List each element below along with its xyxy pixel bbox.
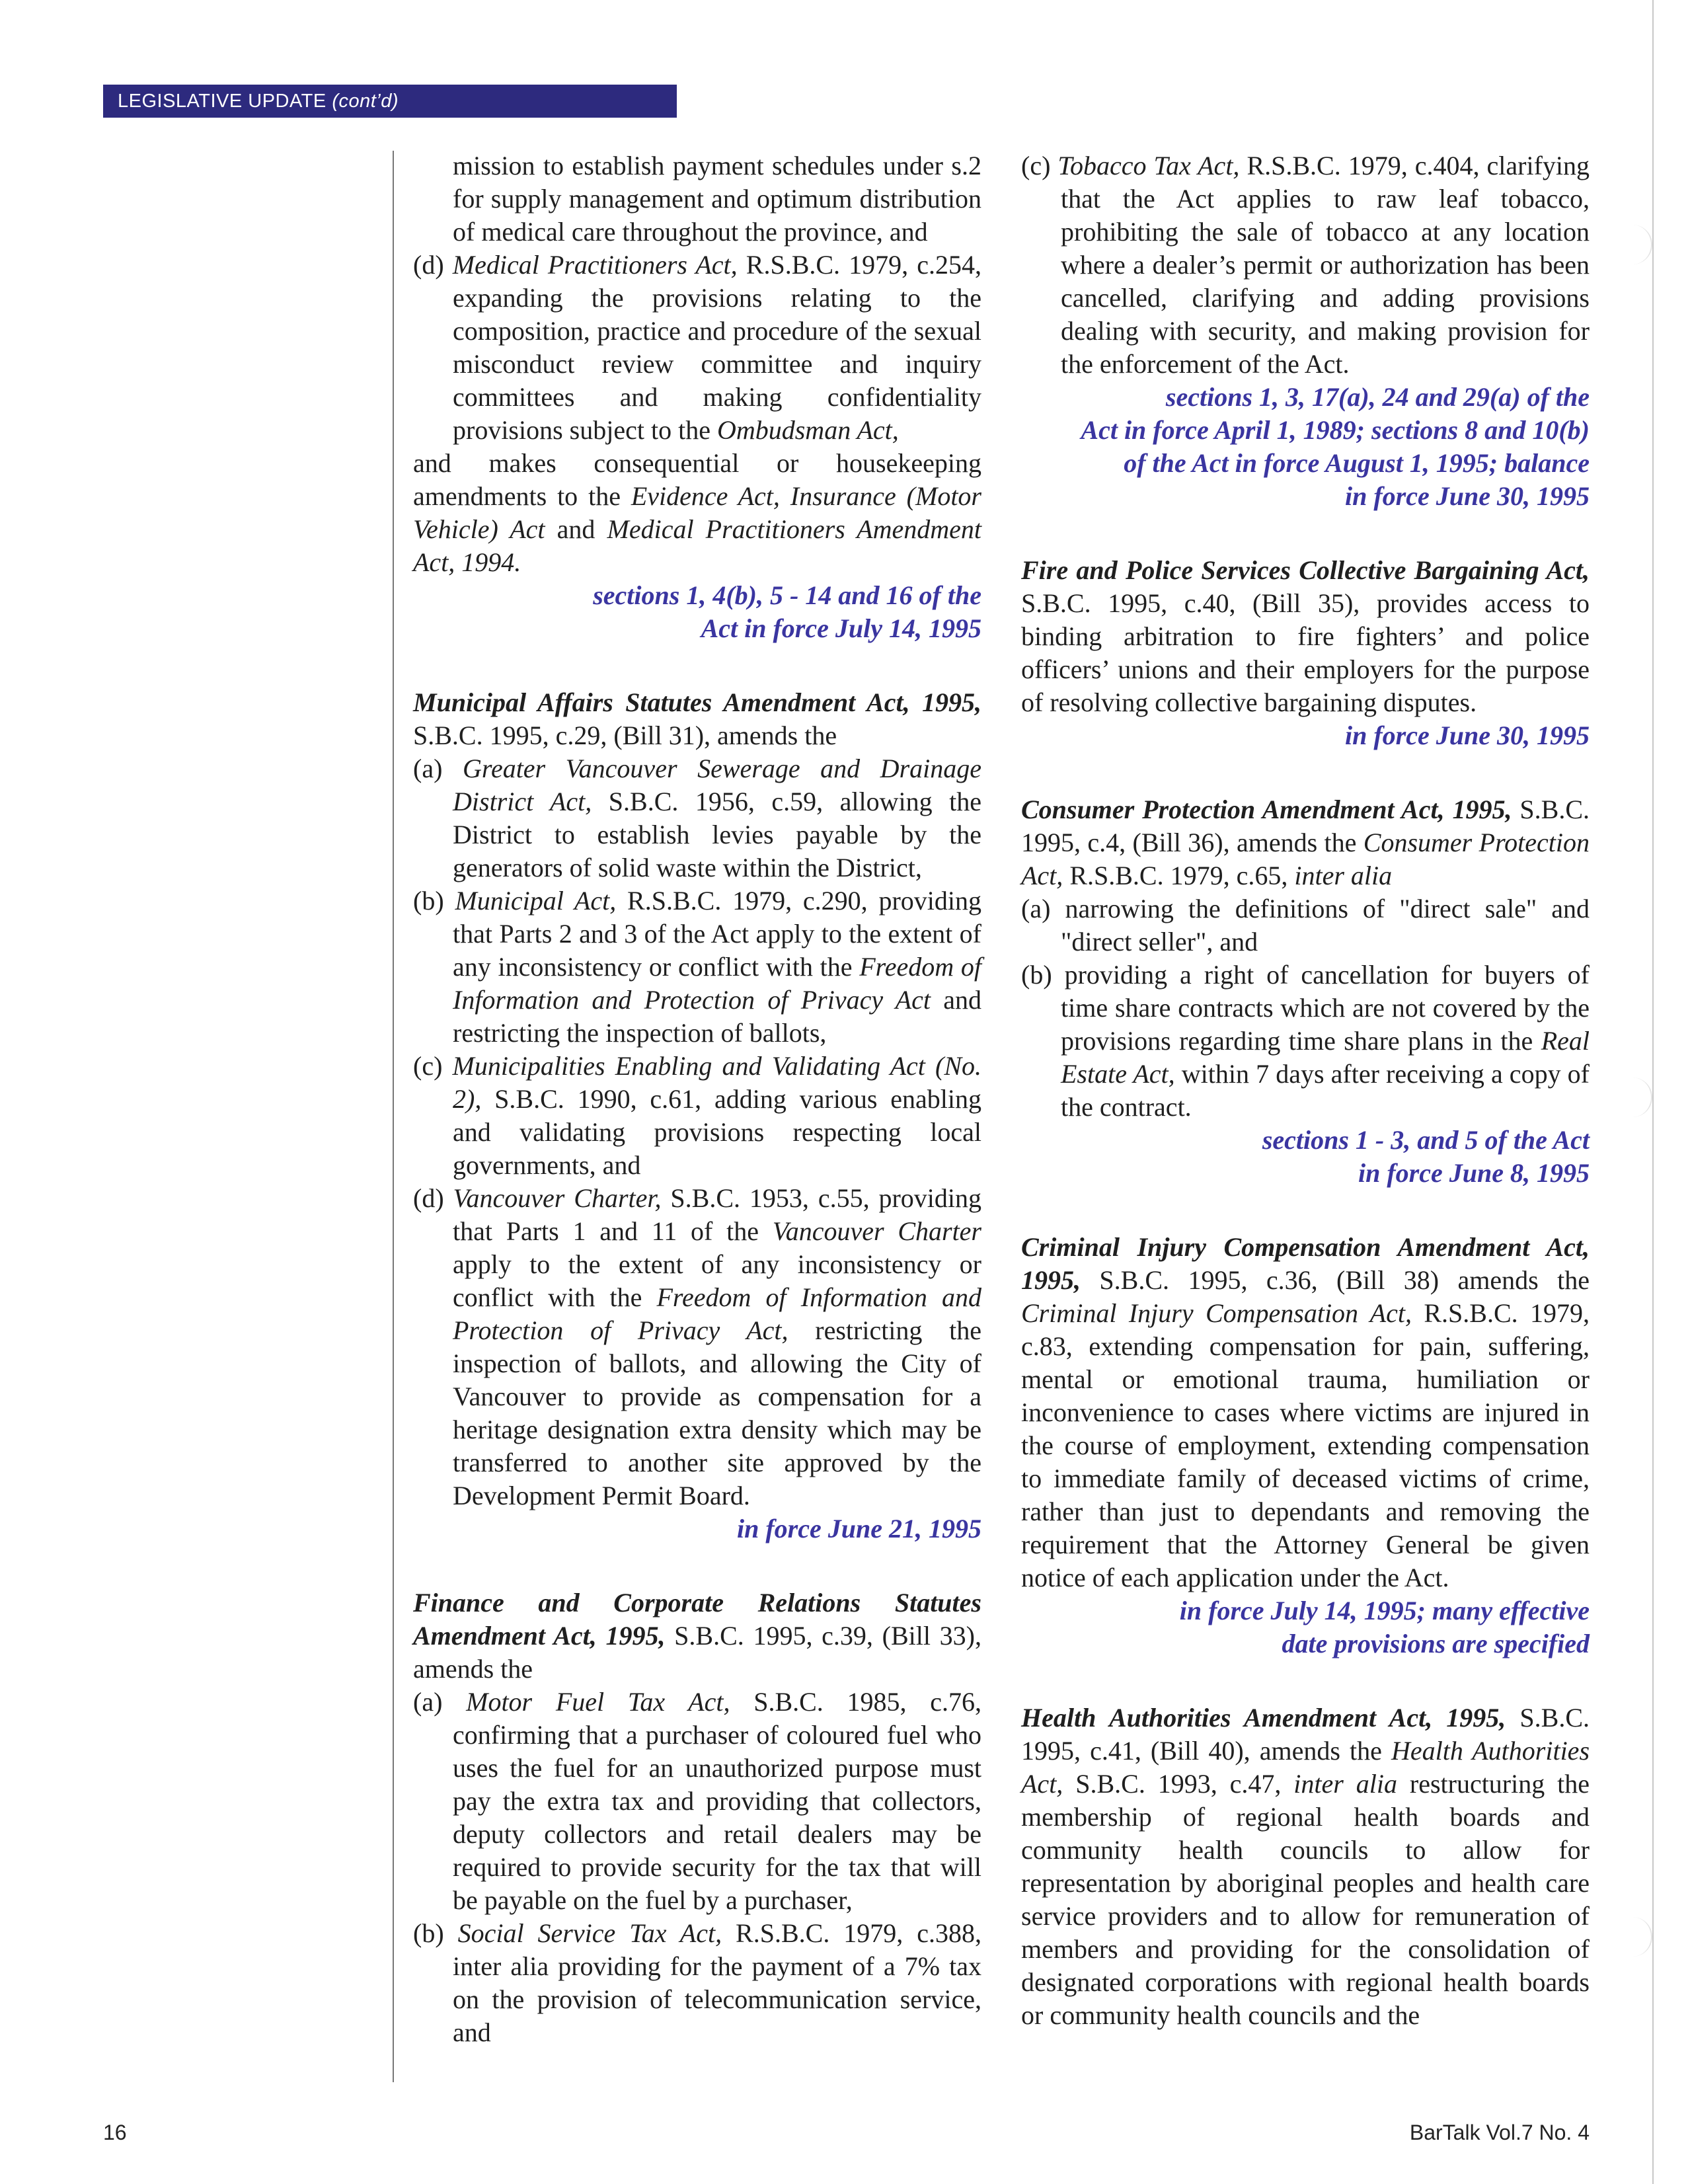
finance-entry: Finance and Corporate Relations Statutes Amendment Act, 1995, S.B.C. 1995, c.39, (Bill 33), amends the <box>413 1588 981 1684</box>
fire-police-entry: Fire and Police Services Collective Bargaining Act, S.B.C. 1995, c.40, (Bill 35), provides access to binding arbitration to fire fighters’ and police officers’ unions and their employers for the purpose of resolving collective bargaining disputes. <box>1021 555 1590 717</box>
consumer-item-a: (a) narrowing the definitions of "direct sale" and "direct seller", and <box>1021 894 1590 956</box>
section-header <box>103 85 677 118</box>
finance-item-a: (a) Motor Fuel Tax Act, S.B.C. 1985, c.76, confirming that a purchaser of coloured fuel who uses the fuel for an unauthorized purpose must pay the extra tax and providing that collectors, deputy collectors and retail dealers may be required to provide security for the tax that will be payable on the fuel by a purchaser, <box>413 1687 981 1915</box>
in-force-note-3: sections 1, 3, 17(a), 24 and 29(a) of the Act in force April 1, 1989; sections 8 and 10(b) of the Act in force August 1, 1995; balance in force June 30, 1995 <box>1081 382 1590 511</box>
finance-item-c: (c) Tobacco Tax Act, R.S.B.C. 1979, c.404, clarifying that the Act applies to raw leaf tobacco, prohibiting the sale of tobacco at any location where a dealer’s permit or authorization has been cancelled, clarifying and adding provisions dealing with security, and making provision for the enforcement of the Act. <box>1021 151 1590 379</box>
criminal-injury-entry: Criminal Injury Compensation Amendment Act, 1995, S.B.C. 1995, c.36, (Bill 38) amends the Criminal Injury Compensation Act, R.S.B.C. 1979, c.83, extending compensation for pain, suffering, mental or emotional trauma, humiliation or inconvenience to cases where victims are injured in the course of employment, extending compensation to immediate family of deceased victims of crime, rather than just to dependants and removing the requirement that the Attorney General be given notice of each application under the Act. <box>1021 1232 1590 1592</box>
right-column <box>1021 149 1590 2032</box>
item-d-medical-practitioners: (d) Medical Practitioners Act, R.S.B.C. 1979, c.254, expanding the provisions relating to the composition, practice and procedure of the sexual misconduct review committee and inquiry committees and making confidentiality provisions subject to the Ombudsman Act, <box>413 250 982 445</box>
consequential-amendments: and makes consequential or housekeeping amendments to the Evidence Act, Insurance (Motor Vehicle) Act and Medical Practitioners Amendment Act, 1994. <box>413 448 982 577</box>
in-force-note-4: in force June 30, 1995 <box>1345 721 1590 750</box>
section-header-suffix: (cont’d) <box>332 91 399 112</box>
municipal-item-a: (a) Greater Vancouver Sewerage and Drainage District Act, S.B.C. 1956, c.59, allowing the District to establish levies payable by the generators of solid waste within the District, <box>413 754 982 882</box>
binding-hole-mark <box>1632 1077 1652 1117</box>
municipal-item-d: (d) Vancouver Charter, S.B.C. 1953, c.55, providing that Parts 1 and 11 of the Vancouver Charter apply to the extent of any inconsistency or conflict with the Freedom of Information and Protection of Privacy Act, restricting the inspection of ballots, and allowing the City of Vancouver to provide as compensation for a heritage designation extra density which may be transferred to another site approved by the Development Permit Board. <box>413 1183 982 1510</box>
finance-item-b: (b) Social Service Tax Act, R.S.B.C. 1979, c.388, inter alia providing for the payment of a 7% tax on the provision of telecommunication service, and <box>413 1918 981 2047</box>
in-force-note-5: sections 1 - 3, and 5 of the Act in force June 8, 1995 <box>1262 1125 1590 1188</box>
municipal-item-c: (c) Municipalities Enabling and Validating Act (No. 2), S.B.C. 1990, c.61, adding various enabling and validating provisions respecting local governments, and <box>413 1051 982 1180</box>
consumer-item-b: (b) providing a right of cancellation for buyers of time share contracts which are not covered by the provisions regarding time share plans in the Real Estate Act, within 7 days after receiving a copy of the contract. <box>1021 960 1590 1122</box>
in-force-note-1: sections 1, 4(b), 5 - 14 and 16 of the Act in force July 14, 1995 <box>593 580 981 643</box>
page-edge-rule <box>1652 0 1654 2184</box>
left-column <box>413 149 981 2049</box>
municipal-affairs-entry: Municipal Affairs Statutes Amendment Act, 1995, S.B.C. 1995, c.29, (Bill 31), amends the <box>413 687 981 750</box>
municipal-item-b: (b) Municipal Act, R.S.B.C. 1979, c.290, providing that Parts 2 and 3 of the Act apply to the extent of any inconsistency or conflict with the Freedom of Information and Protection of Privacy Act and restricting the inspection of ballots, <box>413 886 981 1048</box>
consumer-protection-entry: Consumer Protection Amendment Act, 1995, S.B.C. 1995, c.4, (Bill 36), amends the Consumer Protection Act, R.S.B.C. 1979, c.65, inter alia <box>1021 795 1590 890</box>
in-force-note-6: in force July 14, 1995; many effective date provisions are specified <box>1179 1596 1590 1658</box>
continued-paragraph: mission to establish payment schedules under s.2 for supply management and optimum distribution of medical care throughout the province, and <box>453 151 981 247</box>
publication-footer: BarTalk Vol.7 No. 4 <box>1409 2121 1590 2144</box>
section-header-title: LEGISLATIVE UPDATE <box>118 91 326 112</box>
health-authorities-entry: Health Authorities Amendment Act, 1995, S.B.C. 1995, c.41, (Bill 40), amends the Health Authorities Act, S.B.C. 1993, c.47, inter alia restructuring the membership of regional health boards and community health councils to allow for representation by aboriginal peoples and health care service providers and to allow for remuneration of members and providing for the consolidation of designated corporations with regional health boards or community health councils and the <box>1021 1703 1590 2030</box>
binding-hole-mark <box>1632 1917 1652 1957</box>
binding-hole-mark <box>1632 225 1652 264</box>
in-force-note-2: in force June 21, 1995 <box>737 1514 981 1543</box>
column-rule-left <box>393 151 394 2082</box>
page-number: 16 <box>103 2121 127 2144</box>
